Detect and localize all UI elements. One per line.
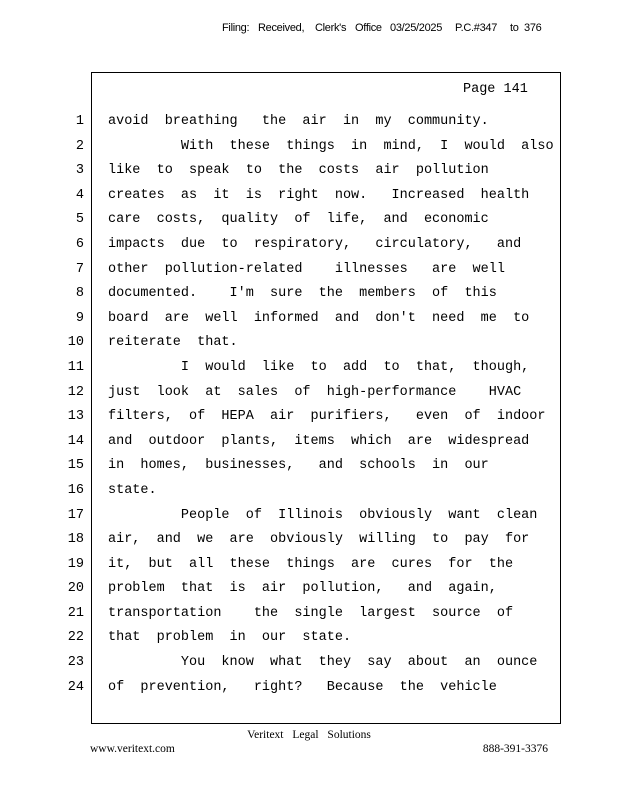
transcript-line: just look at sales of high-performance HVAC (108, 384, 522, 400)
transcript-text (108, 112, 554, 702)
page-number: Page 141 (463, 82, 528, 97)
line-number: 17 (67, 507, 84, 523)
line-number: 6 (75, 236, 84, 252)
transcript-line: that problem in our state. (108, 630, 352, 646)
office-label: Office (355, 22, 382, 34)
transcript-line: People of Illinois obviously want clean (108, 507, 538, 523)
line-number: 8 (75, 286, 84, 302)
transcript-line: With these things in mind, I would also (108, 138, 554, 154)
transcript-line: filters, of HEPA air purifiers, even of indoor (108, 409, 546, 425)
transcript-line: of prevention, right? Because the vehicle (108, 679, 497, 695)
footer-company: Veritext Legal Solutions (247, 729, 371, 741)
transcript-line: creates as it is right now. Increased health (108, 187, 530, 203)
line-number: 16 (67, 482, 84, 498)
line-number: 15 (67, 458, 84, 474)
line-number: 14 (67, 433, 84, 449)
line-number: 24 (67, 679, 84, 695)
line-number: 1 (75, 114, 84, 129)
transcript-line: it, but all these things are cures for the (108, 556, 514, 572)
to-label: to (510, 22, 519, 34)
received-label: Received, (258, 22, 305, 34)
pc-number: P.C.#347 (455, 22, 498, 34)
line-number: 10 (67, 335, 84, 351)
transcript-line: like to speak to the costs air pollution (108, 163, 489, 179)
footer-website: www.veritext.com (90, 743, 175, 755)
line-number: 5 (75, 212, 84, 228)
transcript-line: impacts due to respiratory, circulatory, and (108, 236, 522, 252)
filing-header (222, 22, 562, 38)
transcript-line: avoid breathing the air in my community. (108, 114, 489, 129)
line-number: 20 (67, 581, 84, 597)
filing-date: 03/25/2025 (390, 22, 443, 34)
transcript-line: transportation the single largest source of (108, 605, 514, 621)
line-number: 11 (67, 359, 84, 375)
line-number: 2 (75, 138, 84, 154)
total-pages: 376 (524, 22, 542, 34)
transcript-line: care costs, quality of life, and economic (108, 212, 489, 228)
transcript-line: reiterate that. (108, 335, 238, 351)
line-number: 13 (67, 409, 84, 425)
transcript-line: documented. I'm sure the members of this (108, 286, 497, 302)
line-number-column (60, 112, 84, 702)
line-number: 21 (67, 605, 84, 621)
line-number: 22 (67, 630, 84, 646)
line-number: 4 (75, 187, 84, 203)
transcript-line: board are well informed and don't need me to (108, 310, 530, 326)
transcript-line: and outdoor plants, items which are widespread (108, 433, 530, 449)
transcript-line: You know what they say about an ounce (108, 655, 538, 671)
line-number: 12 (67, 384, 84, 400)
line-number: 23 (67, 655, 84, 671)
line-number: 18 (67, 532, 84, 548)
line-number: 9 (75, 310, 84, 326)
transcript-line: state. (108, 482, 157, 498)
transcript-line: in homes, businesses, and schools in our (108, 458, 489, 474)
transcript-line: other pollution-related illnesses are well (108, 261, 505, 277)
transcript-line: air, and we are obviously willing to pay for (108, 532, 530, 548)
line-number: 19 (67, 556, 84, 572)
filing-label: Filing: (222, 22, 250, 34)
transcript-line: problem that is air pollution, and again, (108, 581, 497, 597)
clerks-label: Clerk's (315, 22, 347, 34)
line-number: 3 (75, 163, 84, 179)
line-number: 7 (75, 261, 84, 277)
footer-phone: 888-391-3376 (482, 743, 548, 755)
transcript-line: I would like to add to that, though, (108, 359, 530, 375)
